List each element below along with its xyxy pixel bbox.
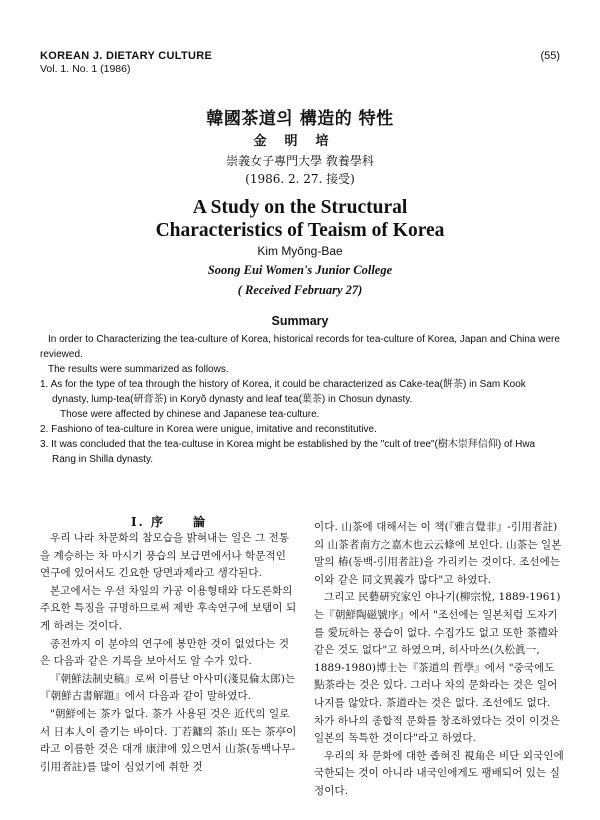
summary-paragraph: The results were summarized as follows. bbox=[48, 364, 229, 375]
summary-item: 1. As for the type of tea through the history of Korea, it could be characterized as Cake-tea(餠茶) in Sam Kook dynasty, lump-tea(硏膏茶) in Koryŏ dynasty and leaf tea(葉茶) in Chosun dynasty. bbox=[40, 379, 526, 405]
english-author: Kim Myŏng-Bae bbox=[257, 244, 343, 258]
english-received-date: ( Received February 27) bbox=[237, 283, 363, 297]
english-title-line1: A Study on the Structural bbox=[192, 197, 408, 218]
summary-item: 3. It was concluded that the tea-cultuse in Korea might be established by the "cult of tree"(樹木崇拜信仰) of Hwa Rang in Shilla dynasty. bbox=[40, 439, 536, 465]
english-affiliation: Soong Eui Women's Junior College bbox=[207, 263, 393, 277]
journal-name: KOREAN J. DIETARY CULTURE bbox=[40, 50, 213, 62]
body-column-left bbox=[40, 530, 298, 776]
section-heading: I. 序 論 bbox=[131, 515, 207, 529]
body-paragraph: 우리 나라 차문화의 참모습을 밝혀내는 일은 그 전통을 계승하는 차 마시기 풍습의 보급면에서나 학문적인 연구에 있어서도 긴요한 당면과제라고 생각된다. bbox=[40, 532, 290, 580]
body-paragraph: 본고에서는 우선 차잎의 가공 이용형태와 다도론화의 주요한 특징을 규명하므로써 제반 후속연구에 보탬이 되게 하려는 것이다. bbox=[40, 584, 297, 632]
body-paragraph: 종전까지 이 분야의 연구에 봉만한 것이 없었다는 것은 다음과 같은 기록을 보아서도 알 수가 있다. bbox=[40, 637, 290, 668]
korean-author: 金明培 bbox=[253, 134, 347, 149]
body-paragraph: 우리의 차 문화에 대한 좁혀진 視角은 비단 외국인에 국한되는 것이 아니라 내국인에게도 팽배되어 있는 실정이다. bbox=[314, 749, 564, 797]
body-column-right bbox=[314, 519, 564, 801]
korean-title: 韓國茶道의 構造的 特性 bbox=[206, 109, 394, 129]
summary-paragraph: In order to Characterizing the tea-culture of Korea, historical records for tea-culture of Korea, Japan and China were reviewed. bbox=[40, 334, 560, 360]
english-title-line2: Characteristics of Teaism of Korea bbox=[155, 220, 445, 241]
body-paragraph: "朝鮮에는 茶가 없다. 茶가 사용된 것은 近代의 일로서 日本人이 즐기는 바이다. 丁若鏞의 茶山 또는 茶亭이라고 이름한 것은 대개 康津에 있으면서 山茶(동백나무-引用者註)를 많이 심었기에 취한 것 bbox=[40, 707, 297, 773]
journal-header bbox=[40, 50, 212, 75]
page-number: (55) bbox=[540, 50, 560, 62]
summary-item-continuation: Those were affected by chinese and Japanese tea-culture. bbox=[60, 409, 320, 420]
korean-received-date: (1986. 2. 27. 接受) bbox=[245, 172, 355, 186]
summary-item: 2. Fashiono of tea-culture in Korea were unigue, imitative and reconstitutive. bbox=[40, 424, 377, 435]
journal-volume: Vol. 1. No. 1 (1986) bbox=[40, 63, 131, 75]
summary-body bbox=[40, 332, 560, 467]
korean-affiliation: 崇義女子專門大學 敎養學科 bbox=[226, 154, 374, 168]
body-paragraph: 이다. 山茶에 대해서는 이 책(『雅言覺非』-引用者註)의 山茶者南方之嘉木也云云條에 보인다. 山茶는 일본말의 椿(동백-引用者註)을 가리키는 것이다. 조선에는 이와 같은 同文異義가 많다"고 하였다. bbox=[314, 521, 562, 586]
english-title bbox=[0, 196, 600, 242]
body-paragraph: 『朝鮮法制史稿』로써 이름난 아사미(淺見倫太郎)는『朝鮮古書解題』에서 다음과 같이 말하였다. bbox=[40, 672, 296, 703]
summary-heading: Summary bbox=[271, 314, 329, 328]
body-paragraph: 그리고 民藝硏究家인 야나기(柳宗悅, 1889-1961)는『朝鮮陶磁號序』에서 "조선에는 일본처럼 도자기를 愛玩하는 풍습이 없다. 수집가도 없고 또한 茶禮와 같은 것도 없다"고 하였으며, 히사마쓰(久松眞一, 1889-1980)博士는『茶道의 哲學』에서 "중국에도 點茶라는 것은 있다. 그러나 차의 문화라는 것은 일어나지를 않았다. 茶道라는 것은 없다. 조선에도 없다. 차가 하나의 종합적 문화를 창조하였다는 것이 이것은 일본의 독특한 것이다"라고 하였다. bbox=[314, 591, 561, 745]
